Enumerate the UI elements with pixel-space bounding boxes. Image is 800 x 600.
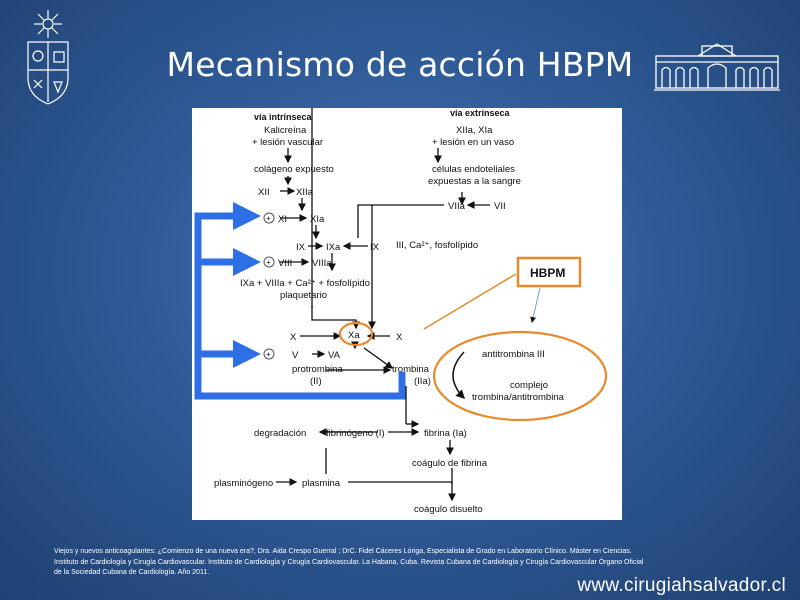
factor-xii: XII xyxy=(258,187,270,198)
cascade-svg xyxy=(192,108,622,520)
factor-ix: IX xyxy=(296,242,305,253)
antithrombin-highlight-ellipse xyxy=(434,332,606,420)
website-url: www.cirugiahsalvador.cl xyxy=(577,575,786,596)
factor-viiia: VIIIa xyxy=(312,258,332,269)
prothrombin: protrombina xyxy=(292,364,343,375)
extrinsic-line1: XIIa, XIa xyxy=(456,125,493,136)
tenase-complex: IXa + VIIIa + Ca²⁺ + fosfolípido xyxy=(240,278,370,289)
extrinsic-header: vía extrínseca xyxy=(450,108,510,118)
factor-va: VA xyxy=(328,350,340,361)
factor-ix-right: IX xyxy=(370,242,379,253)
factor-xi: XI xyxy=(278,214,287,225)
extrinsic-line3: células endoteliales xyxy=(432,164,515,175)
antithrombin-iii: antitrombina III xyxy=(482,349,545,360)
plus-circle-icon xyxy=(264,213,274,223)
factor-viii: VIII xyxy=(278,258,293,269)
plasmin: plasmina xyxy=(302,478,341,489)
fibrinogen: fibrinógeno (I) xyxy=(326,428,385,439)
intrinsic-line1: Kalicreína xyxy=(264,125,307,136)
extrinsic-cofactors: III, Ca²⁺, fosfolípido xyxy=(396,240,479,251)
intrinsic-line3: colágeno expuesto xyxy=(254,164,334,175)
degradation: degradación xyxy=(254,428,307,439)
intrinsic-header: vía intrínseca xyxy=(254,112,312,122)
citation-line-2: Instituto de Cardiología y Cirugía Cardiovascular. Instituto de Cardiología y Cirugía Cardiovascular. La Habana, Cuba. Revista Cubana de Cardiología y Cirugía Cardiovascular Órgano Oficial xyxy=(54,558,644,566)
citation xyxy=(54,547,754,579)
intrinsic-line2: + lesión vascular xyxy=(252,137,324,148)
slide-title: Mecanismo de acción HBPM xyxy=(166,45,634,84)
citation-line-3: de la Sociedad Cubana de Cardiología. Año 2011. xyxy=(54,569,210,576)
factor-xiia: XIIa xyxy=(296,187,313,198)
factor-x-right: X xyxy=(396,332,403,343)
factor-iia: (IIa) xyxy=(414,376,431,387)
complex-label-2: trombina/antitrombina xyxy=(472,392,564,403)
fibrin-clot: coágulo de fibrina xyxy=(412,458,487,469)
coagulation-cascade-diagram xyxy=(192,108,622,520)
factor-viia: VIIa xyxy=(448,201,465,212)
antithrombin-complex-arrow xyxy=(453,352,464,398)
factor-xa: Xa xyxy=(348,330,360,341)
factor-ixa: IXa xyxy=(326,242,341,253)
extrinsic-line2: + lesión en un vaso xyxy=(432,137,515,148)
factor-x-left: X xyxy=(290,332,297,343)
extrinsic-line4: expuestas a la sangre xyxy=(428,176,521,187)
fibrin: fibrina (Ia) xyxy=(424,428,467,439)
svg-text:+: + xyxy=(266,350,271,359)
tenase-complex-2: plaquetario xyxy=(280,290,328,301)
citation-line-1: Viejos y nuevos anticoagulantes: ¿Comienzo de una nueva era?, Dra. Aida Crespo Guerral ; DrC. Fidel Cáceres Lóriga, Especialista de Grado en Laboratorio Clínico. Máster en Ciencias. xyxy=(54,548,632,555)
thrombin: trombina xyxy=(392,364,429,375)
plus-circle-icon xyxy=(264,257,274,267)
factor-vii: VII xyxy=(494,201,506,212)
complex-label: complejo xyxy=(510,380,549,391)
svg-text:+: + xyxy=(266,214,271,223)
factor-xia: XIa xyxy=(310,214,325,225)
dissolved-clot: coágulo disuelto xyxy=(414,504,483,515)
plus-circle-icon xyxy=(264,349,274,359)
plasminogen: plasminógeno xyxy=(214,478,274,489)
factor-v: V xyxy=(292,350,299,361)
hbpm-to-antithrombin-arrow xyxy=(532,288,540,322)
svg-text:+: + xyxy=(266,258,271,267)
hbpm-label: HBPM xyxy=(530,266,566,280)
factor-ii: (II) xyxy=(310,376,322,387)
hbpm-to-xa-line xyxy=(424,274,516,329)
